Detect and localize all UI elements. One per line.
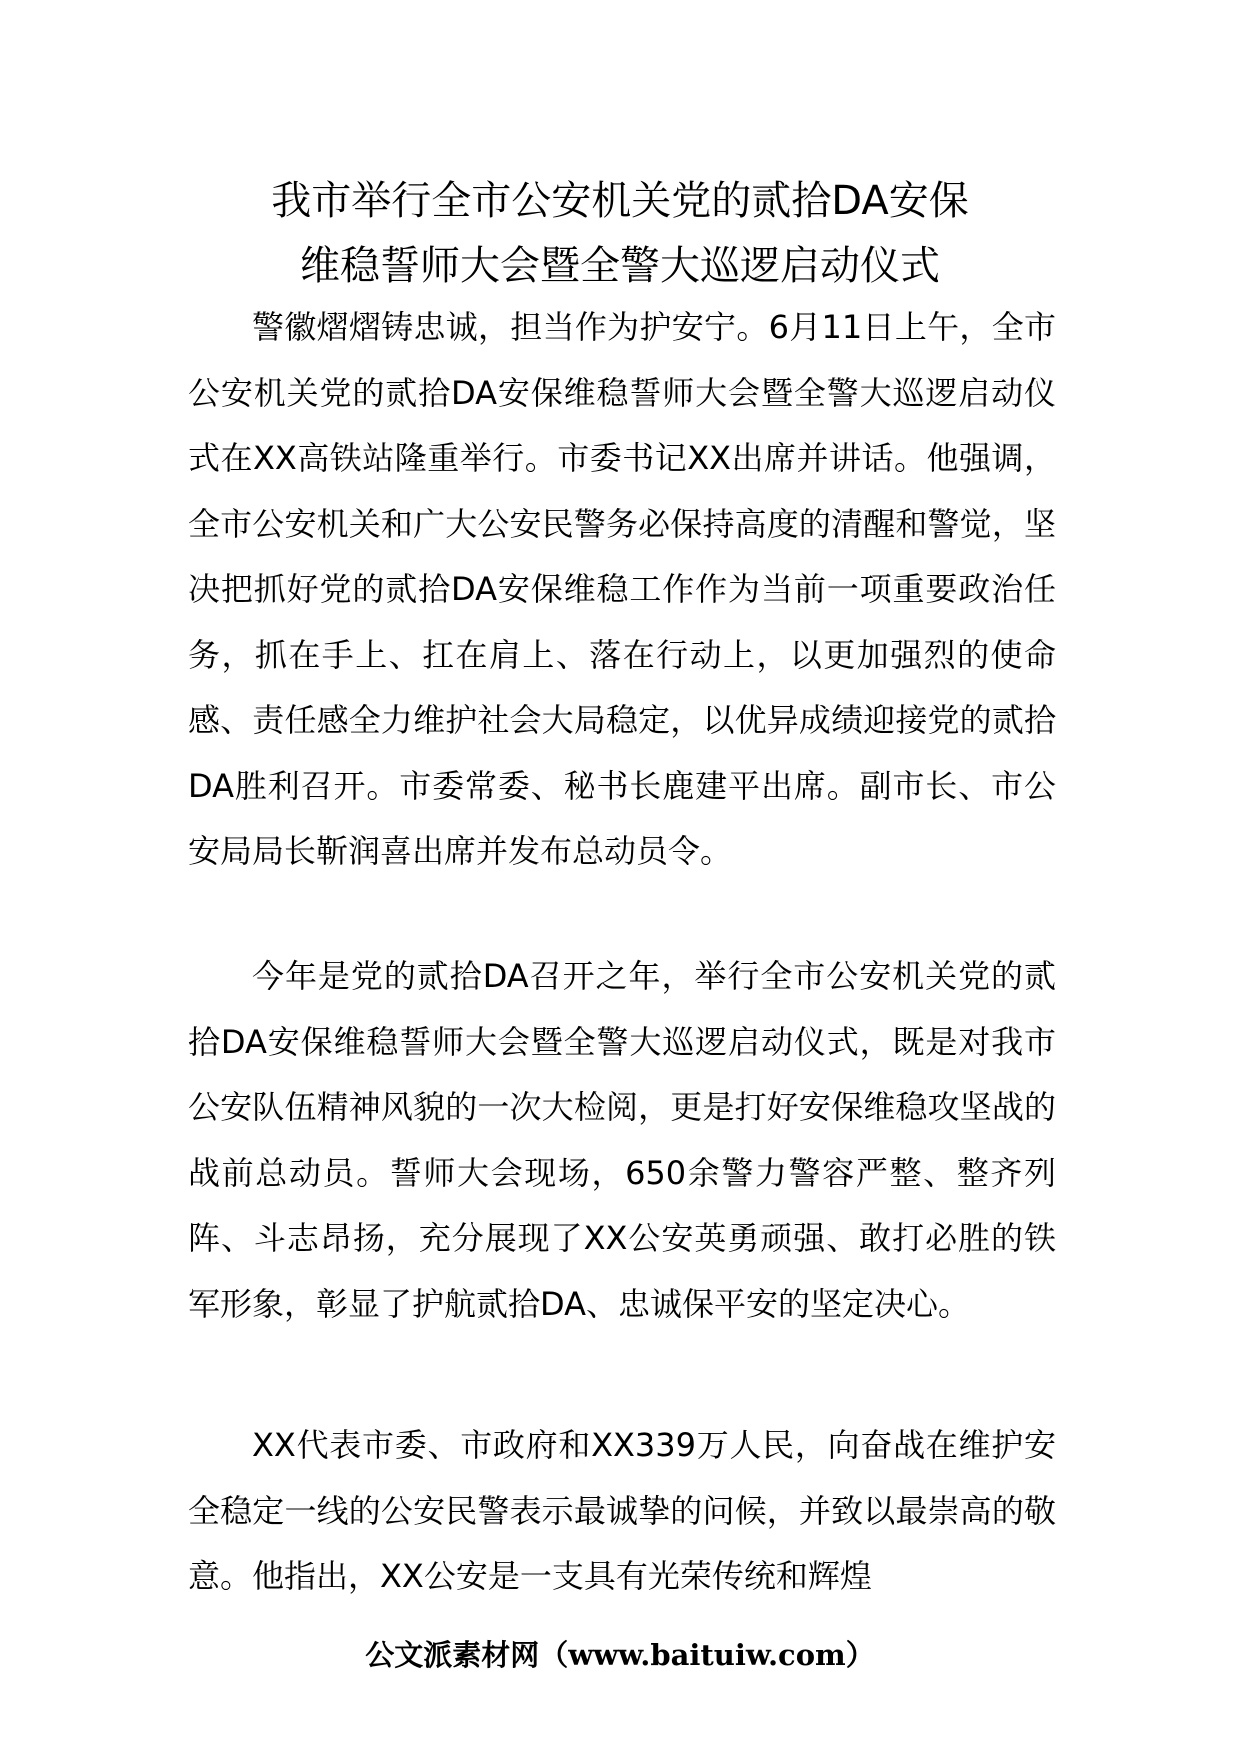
body-paragraph-3: XX代表市委、市政府和XX339万人民，向奋战在维护安全稳定一线的公安民警表示最诚挚的问候，并致以最崇高的敬意。他指出，XX公安是一支具有光荣传统和辉煌: [188, 1426, 1056, 1595]
document-title-line-2: 维稳誓师大会暨全警大巡逻启动仪式: [300, 243, 940, 289]
body-paragraph-2: 今年是党的贰拾DA召开之年，举行全市公安机关党的贰拾DA安保维稳誓师大会暨全警大巡逻启动仪式，既是对我市公安队伍精神风貌的一次大检阅，更是打好安保维稳攻坚战的战前总动员。誓师大会现场，650余警力警容严整、整齐列阵、斗志昂扬，充分展现了XX公安英勇顽强、敢打必胜的铁军形象，彰显了护航贰拾DA、忠诚保平安的坚定决心。: [188, 957, 1056, 1323]
body-paragraph-1: 警徽熠熠铸忠诚，担当作为护安宁。6月11日上午，全市公安机关党的贰拾DA安保维稳誓师大会暨全警大巡逻启动仪式在XX高铁站隆重举行。市委书记XX出席并讲话。他强调，全市公安机关和广大公安民警务必保持高度的清醒和警觉，坚决把抓好党的贰拾DA安保维稳工作作为当前一项重要政治任务，抓在手上、扛在肩上、落在行动上，以更加强烈的使命感、责任感全力维护社会大局稳定，以优异成绩迎接党的贰拾DA胜利召开。市委常委、秘书长鹿建平出席。副市长、市公安局局长靳润喜出席并发布总动员令。: [188, 308, 1056, 870]
source-footer: 公文派素材网（www.baituiw.com）: [365, 1638, 875, 1672]
document-title-line-1: 我市举行全市公安机关党的贰拾DA安保: [271, 178, 969, 224]
